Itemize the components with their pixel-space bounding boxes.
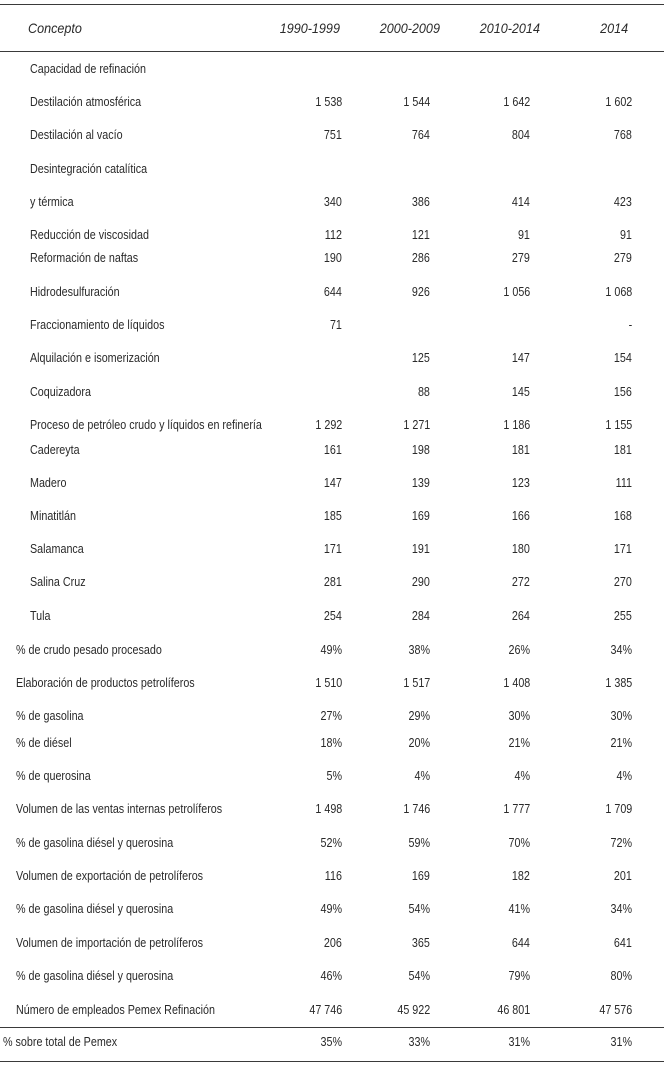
value-cell: 38%	[408, 643, 430, 657]
value-cell: 91	[620, 228, 632, 242]
value-cell: 171	[614, 542, 632, 556]
value-cell: 1 498	[315, 802, 342, 816]
header-2010-2014: 2010-2014	[479, 20, 540, 36]
row-label: Capacidad de refinación	[30, 62, 146, 76]
value-cell: 41%	[508, 902, 530, 916]
value-cell: 1 292	[315, 418, 342, 432]
value-cell: 52%	[320, 836, 342, 850]
value-cell: 255	[614, 609, 632, 623]
value-cell: 641	[614, 936, 632, 950]
value-cell: 181	[614, 443, 632, 457]
header-2014: 2014	[599, 20, 628, 36]
value-cell: 46 801	[497, 1003, 530, 1017]
value-cell: 156	[614, 385, 632, 399]
value-cell: 1 642	[503, 95, 530, 109]
value-cell: 1 746	[403, 802, 430, 816]
value-cell: 29%	[408, 709, 430, 723]
value-cell: 71	[330, 318, 342, 332]
value-cell: 47 576	[599, 1003, 632, 1017]
value-cell: 751	[324, 128, 342, 142]
value-cell: 284	[412, 609, 430, 623]
value-cell: 121	[412, 228, 430, 242]
value-cell: 72%	[610, 836, 632, 850]
value-cell: 80%	[610, 969, 632, 983]
row-label: % sobre total de Pemex	[3, 1035, 118, 1049]
value-cell: 182	[512, 869, 530, 883]
row-label: Madero	[30, 476, 67, 490]
value-cell: 31%	[508, 1035, 530, 1049]
row-label: Destilación atmosférica	[30, 95, 142, 109]
row-label: Destilación al vacío	[30, 128, 123, 142]
row-label: % de crudo pesado procesado	[16, 643, 162, 657]
value-cell: 281	[324, 575, 342, 589]
value-cell: 116	[324, 869, 342, 883]
value-cell: 365	[412, 936, 430, 950]
value-cell: 290	[412, 575, 430, 589]
value-cell: 123	[512, 476, 530, 490]
value-cell: 125	[412, 351, 430, 365]
row-label: % de gasolina diésel y querosina	[16, 902, 174, 916]
value-cell: 70%	[508, 836, 530, 850]
value-cell: 1 186	[503, 418, 530, 432]
value-cell: 1 155	[605, 418, 632, 432]
value-cell: 1 385	[605, 676, 632, 690]
total-rule	[0, 1027, 664, 1028]
row-label: Minatitlán	[30, 509, 77, 523]
row-label: Salina Cruz	[30, 575, 86, 589]
value-cell: 147	[324, 476, 342, 490]
value-cell: 1 602	[605, 95, 632, 109]
value-cell: 181	[512, 443, 530, 457]
value-cell: 4%	[514, 769, 530, 783]
value-cell: 161	[324, 443, 342, 457]
row-label: % de gasolina diésel y querosina	[16, 969, 174, 983]
value-cell: 166	[512, 509, 530, 523]
row-label: y térmica	[30, 195, 74, 209]
value-cell: 279	[614, 251, 632, 265]
value-cell: 191	[412, 542, 430, 556]
value-cell: 171	[324, 542, 342, 556]
value-cell: 18%	[320, 736, 342, 750]
value-cell: 112	[324, 228, 342, 242]
row-label: Salamanca	[30, 542, 84, 556]
row-label: Hidrodesulfuración	[30, 285, 120, 299]
row-label: Reducción de viscosidad	[30, 228, 149, 242]
row-label: Proceso de petróleo crudo y líquidos en refinería	[30, 418, 262, 432]
value-cell: 286	[412, 251, 430, 265]
row-label: Coquizadora	[30, 385, 91, 399]
value-cell: 1 271	[403, 418, 430, 432]
value-cell: 154	[614, 351, 632, 365]
value-cell: 145	[512, 385, 530, 399]
value-cell: 1 408	[503, 676, 530, 690]
row-label: Volumen de exportación de petrolíferos	[16, 869, 204, 883]
value-cell: 168	[614, 509, 632, 523]
header-1990-1999: 1990-1999	[279, 20, 340, 36]
value-cell: 54%	[408, 902, 430, 916]
value-cell: 1 544	[403, 95, 430, 109]
value-cell: -	[628, 318, 632, 332]
value-cell: 4%	[616, 769, 632, 783]
row-label: Alquilación e isomerización	[30, 351, 160, 365]
value-cell: 5%	[326, 769, 342, 783]
row-label: % de gasolina	[16, 709, 84, 723]
row-label: Reformación de naftas	[30, 251, 139, 265]
value-cell: 768	[614, 128, 632, 142]
value-cell: 26%	[508, 643, 530, 657]
value-cell: 169	[412, 509, 430, 523]
value-cell: 926	[412, 285, 430, 299]
row-label: % de diésel	[16, 736, 72, 750]
bottom-rule	[0, 1061, 664, 1062]
row-label: % de querosina	[16, 769, 91, 783]
value-cell: 644	[512, 936, 530, 950]
row-label: Desintegración catalítica	[30, 162, 148, 176]
value-cell: 206	[324, 936, 342, 950]
value-cell: 34%	[610, 643, 632, 657]
value-cell: 1 777	[503, 802, 530, 816]
value-cell: 30%	[610, 709, 632, 723]
value-cell: 386	[412, 195, 430, 209]
value-cell: 201	[614, 869, 632, 883]
value-cell: 1 510	[315, 676, 342, 690]
value-cell: 198	[412, 443, 430, 457]
value-cell: 79%	[508, 969, 530, 983]
value-cell: 180	[512, 542, 530, 556]
row-label: Volumen de importación de petrolíferos	[16, 936, 204, 950]
value-cell: 414	[512, 195, 530, 209]
value-cell: 1 709	[605, 802, 632, 816]
value-cell: 21%	[610, 736, 632, 750]
value-cell: 20%	[408, 736, 430, 750]
value-cell: 49%	[320, 643, 342, 657]
value-cell: 30%	[508, 709, 530, 723]
value-cell: 764	[412, 128, 430, 142]
value-cell: 35%	[320, 1035, 342, 1049]
value-cell: 644	[324, 285, 342, 299]
value-cell: 804	[512, 128, 530, 142]
value-cell: 88	[418, 385, 430, 399]
value-cell: 46%	[320, 969, 342, 983]
value-cell: 59%	[408, 836, 430, 850]
value-cell: 47 746	[309, 1003, 342, 1017]
row-label: Cadereyta	[30, 443, 80, 457]
value-cell: 27%	[320, 709, 342, 723]
value-cell: 272	[512, 575, 530, 589]
value-cell: 49%	[320, 902, 342, 916]
header-2000-2009: 2000-2009	[379, 20, 440, 36]
row-label: Fraccionamiento de líquidos	[30, 318, 165, 332]
value-cell: 34%	[610, 902, 632, 916]
value-cell: 270	[614, 575, 632, 589]
row-label: Volumen de las ventas internas petrolíferos	[16, 802, 223, 816]
value-cell: 169	[412, 869, 430, 883]
value-cell: 185	[324, 509, 342, 523]
header-rule	[0, 51, 664, 52]
value-cell: 54%	[408, 969, 430, 983]
value-cell: 340	[324, 195, 342, 209]
value-cell: 45 922	[397, 1003, 430, 1017]
value-cell: 264	[512, 609, 530, 623]
value-cell: 31%	[610, 1035, 632, 1049]
value-cell: 21%	[508, 736, 530, 750]
row-label: Tula	[30, 609, 51, 623]
value-cell: 91	[518, 228, 530, 242]
row-label: Número de empleados Pemex Refinación	[16, 1003, 215, 1017]
top-rule	[0, 4, 664, 5]
value-cell: 139	[412, 476, 430, 490]
value-cell: 423	[614, 195, 632, 209]
header-concepto: Concepto	[28, 20, 82, 36]
value-cell: 1 056	[503, 285, 530, 299]
row-label: Elaboración de productos petrolíferos	[16, 676, 195, 690]
value-cell: 33%	[408, 1035, 430, 1049]
value-cell: 111	[615, 476, 632, 490]
value-cell: 4%	[414, 769, 430, 783]
value-cell: 1 538	[315, 95, 342, 109]
value-cell: 279	[512, 251, 530, 265]
value-cell: 147	[512, 351, 530, 365]
row-label: % de gasolina diésel y querosina	[16, 836, 174, 850]
value-cell: 1 068	[605, 285, 632, 299]
value-cell: 254	[324, 609, 342, 623]
value-cell: 1 517	[403, 676, 430, 690]
value-cell: 190	[324, 251, 342, 265]
